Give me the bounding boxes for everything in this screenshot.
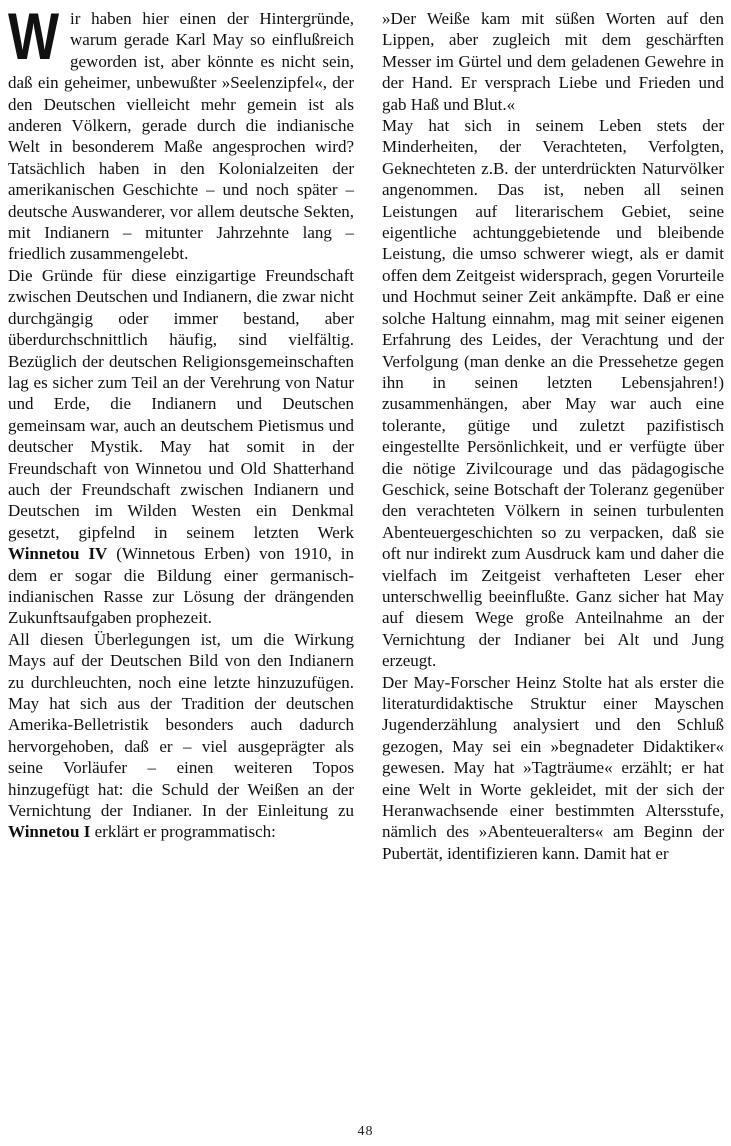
right-column <box>382 8 724 864</box>
paragraph-text: (Winnetous Erben) von 1910, in dem er sogar die Bildung einer germanisch-indianischen Rasse zur Lösung der drängenden Zukunftsaufgaben prophezeit. <box>8 544 354 628</box>
paragraph-intro <box>8 0 354 265</box>
paragraph-text: erklärt er programmatisch: <box>90 822 276 842</box>
paragraph-stolte: Der May-Forscher Heinz Stolte hat als erster die literaturdidaktische Struktur einer Mayschen Jugenderzählung analysiert und den Schluß gezogen, May sei ein »begnadeter Didaktiker« gewesen. May hat »Tagträume« erzählt; er hat eine Welt in Worte gekleidet, mit der sich der Heranwachsende einer bestimmten Altersstufe, nämlich des »Abenteueralters« am Beginn der Pubertät, identifizieren kann. Damit hat er <box>382 672 724 863</box>
paragraph-text: Die Gründe für diese einzigartige Freundschaft zwischen Deutschen und Indianern, die zwar nicht durchgängig oder immer bestand, aber überdurchschnittlich häufig, sind vielfältig. Bezüglich der deutschen Religionsgemeinschaften lag es sicher zum Teil an der Verehrung von Natur und Erde, die Indianern und Deutschen gemeinsam war, auch an deutschem Pietismus und deutscher Mystik. May hat somit in der Freundschaft von Winnetou und Old Shatterhand auch der Freundschaft zwischen Indianern und Deutschen im Wilden Westen ein Denkmal gesetzt, gipfelnd in seinem letzten Werk <box>8 265 354 542</box>
paragraph-considerations <box>8 629 354 843</box>
left-column <box>8 0 354 843</box>
work-title: Winnetou I <box>8 822 91 842</box>
work-title: Winnetou IV <box>8 544 108 564</box>
block-quote: »Der Weiße kam mit süßen Worten auf den Lippen, aber zugleich mit dem geschärften Messer im Gürtel und dem geladenen Gewehre in der Hand. Er versprach Liebe und Frieden und gab Haß und Blut.« <box>382 9 724 114</box>
paragraph-friendship <box>8 265 354 629</box>
paragraph-minorities: May hat sich in seinem Leben stets der Minderheiten, der Verachteten, Verfolgten, Geknechteten z.B. der unterdrückten Naturvölker angenommen. Das ist, neben all seinen Leistungen auf literarischem Gebiet, seine eigentliche achtunggebietende und bleibende Leistung, die umso schwerer wiegt, als er damit offen dem Zeitgeist widersprach, gegen Vorurteile und Hochmut seiner Zeit ankämpfte. Daß er eine solche Haltung einnahm, mag mit seiner eigenen Erfahrung des Leides, der Verachtung und der Verfolgung (man denke an die Pressehetze gegen ihn in seinen letzten Lebensjahren!) zusammenhängen, aber May war auch eine tolerante, gütige und zuletzt pazifistisch eingestellte Persönlichkeit, und er verfügte über die nötige Zivilcourage und das pädagogische Geschick, seine Botschaft der Toleranz gegenüber den verachteten Völkern in seinen turbulenten Abenteuergeschichten so zu verpacken, daß sie oft nur indirekt zum Ausdruck kam und daher die vielfach im Zeitgeist verhafteten Leser eher unterschwellig beeinflußte. Ganz sicher hat May auf diesem Wege große Anteilnahme an der Vernichtung der Indianer bei Alt und Jung erzeugt. <box>382 116 724 671</box>
paragraph-text: ir haben hier einen der Hintergründe, warum gerade Karl May so einflußreich geworden ist, aber könnte es nicht sein, daß ein geheimer, unbewußter »Seelenzipfel«, der den Deutschen vielleicht mehr gemein ist als anderen Völkern, gerade durch die indianische Welt in besonderem Maße angesprochen wird? Tatsächlich haben in den Kolonialzeiten der amerikanischen Geschichte – und noch später – deutsche Auswanderer, vor allem deutsche Sekten, mit Indianern – mitunter Jahrzehnte lang – friedlich zusammengelebt. <box>8 9 354 264</box>
page-number: 48 <box>357 1124 374 1139</box>
paragraph-text: All diesen Überlegungen ist, um die Wirkung Mays auf der Deutschen Bild von den Indianern zu durchleuchten, noch eine letzte hinzuzufügen. May hat sich aus der Tradition der deutschen Amerika-Belletristik besonders auch dadurch hervorgehoben, daß er – viel ausgeprägter als seine Vorläufer – einen weiteren Topos hinzugefügt hat: die Schuld der Weißen an der Vernichtung der Indianer. In der Einleitung zu <box>8 629 354 821</box>
drop-cap: W <box>8 0 57 73</box>
